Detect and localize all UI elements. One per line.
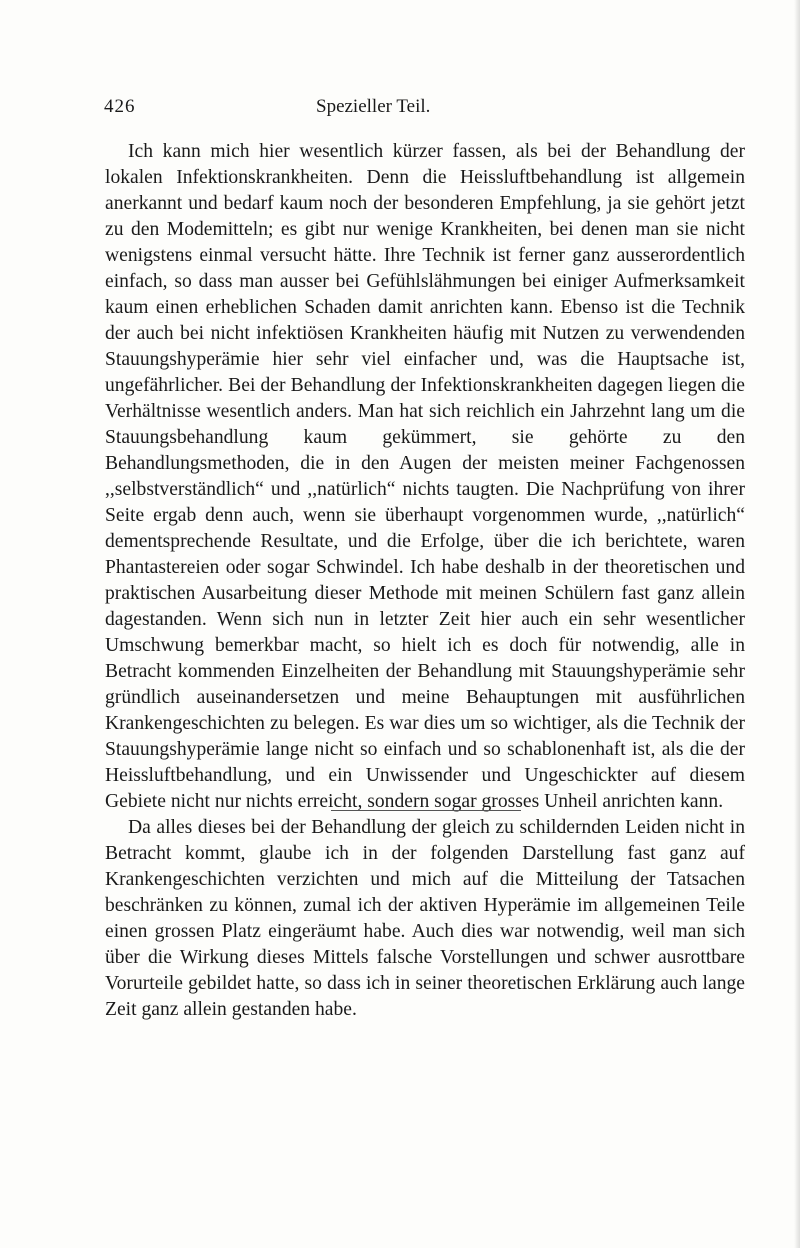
page-edge-shadow: [794, 0, 800, 1248]
page-header: [104, 96, 744, 126]
paragraph: Ich kann mich hier wesentlich kürzer fassen, als bei der Behandlung der lokalen Infektionskrankheiten. Denn die Heissluftbehandlung ist allgemein anerkannt und bedarf kaum noch der besonderen Empfehlung, ja sie gehört jetzt zu den Modemitteln; es gibt nur wenige Krankheiten, bei denen man sie nicht wenigstens einmal versucht hätte. Ihre Technik ist ferner ganz ausserordentlich einfach, so dass man ausser bei Gefühlslähmungen bei einiger Aufmerksamkeit kaum einen erheblichen Schaden damit anrichten kann. Ebenso ist die Technik der auch bei nicht infektiösen Krankheiten häufig mit Nutzen zu verwendenden Stauungshyperämie hier sehr viel einfacher und, was die Hauptsache ist, ungefährlicher. Bei der Behandlung der Infektionskrankheiten dagegen liegen die Verhältnisse wesentlich anders. Man hat sich reichlich ein Jahrzehnt lang um die Stauungsbehandlung kaum gekümmert, sie gehörte zu den Behandlungsmethoden, die in den Augen der meisten meiner Fachgenossen ,,selbstverständlich“ und ,,natürlich“ nichts taugten. Die Nachprüfung von ihrer Seite ergab denn auch, wenn sie überhaupt vorgenommen wurde, ,,natürlich“ dementsprechende Resultate, und die Erfolge, über die ich berichtete, waren Phantastereien oder sogar Schwindel. Ich habe deshalb in der theoretischen und praktischen Ausarbeitung dieser Methode mit meinen Schülern fast ganz allein dagestanden. Wenn sich nun in letzter Zeit hier auch ein sehr wesentlicher Umschwung bemerkbar macht, so hielt ich es doch für notwendig, alle in Betracht kommenden Einzelheiten der Behandlung mit Stauungshyperämie sehr gründlich auseinandersetzen und meine Behauptungen mit ausführlichen Krankengeschichten zu belegen. Es war dies um so wichtiger, als die Technik der Stauungshyperämie lange nicht so einfach und so schablonenhaft ist, als die der Heissluftbehandlung, und ein Unwissender und Ungeschickter auf diesem Gebiete nicht nur nichts erreicht, sondern sogar grosses Unheil anrichten kann.: [105, 141, 745, 812]
body-text: [105, 139, 745, 1023]
running-title: Spezieller Teil.: [316, 96, 431, 117]
paragraph: Da alles dieses bei der Behandlung der gleich zu schildernden Leiden nicht in Betracht kommt, glaube ich in der folgenden Darstellung fast ganz auf Krankengeschichten verzichten und mich auf die Mitteilung der Tatsachen beschränken zu können, zumal ich der aktiven Hyperämie im allgemeinen Teile einen grossen Platz eingeräumt habe. Auch dies war notwendig, weil man sich über die Wirkung dieses Mittels falsche Vorstellungen und schwer ausrottbare Vorurteile gebildet hatte, so dass ich in seiner theoretischen Erklärung auch lange Zeit ganz allein gestanden habe.: [105, 817, 745, 1020]
page-number: 426: [104, 96, 136, 117]
section-divider: [331, 810, 521, 811]
